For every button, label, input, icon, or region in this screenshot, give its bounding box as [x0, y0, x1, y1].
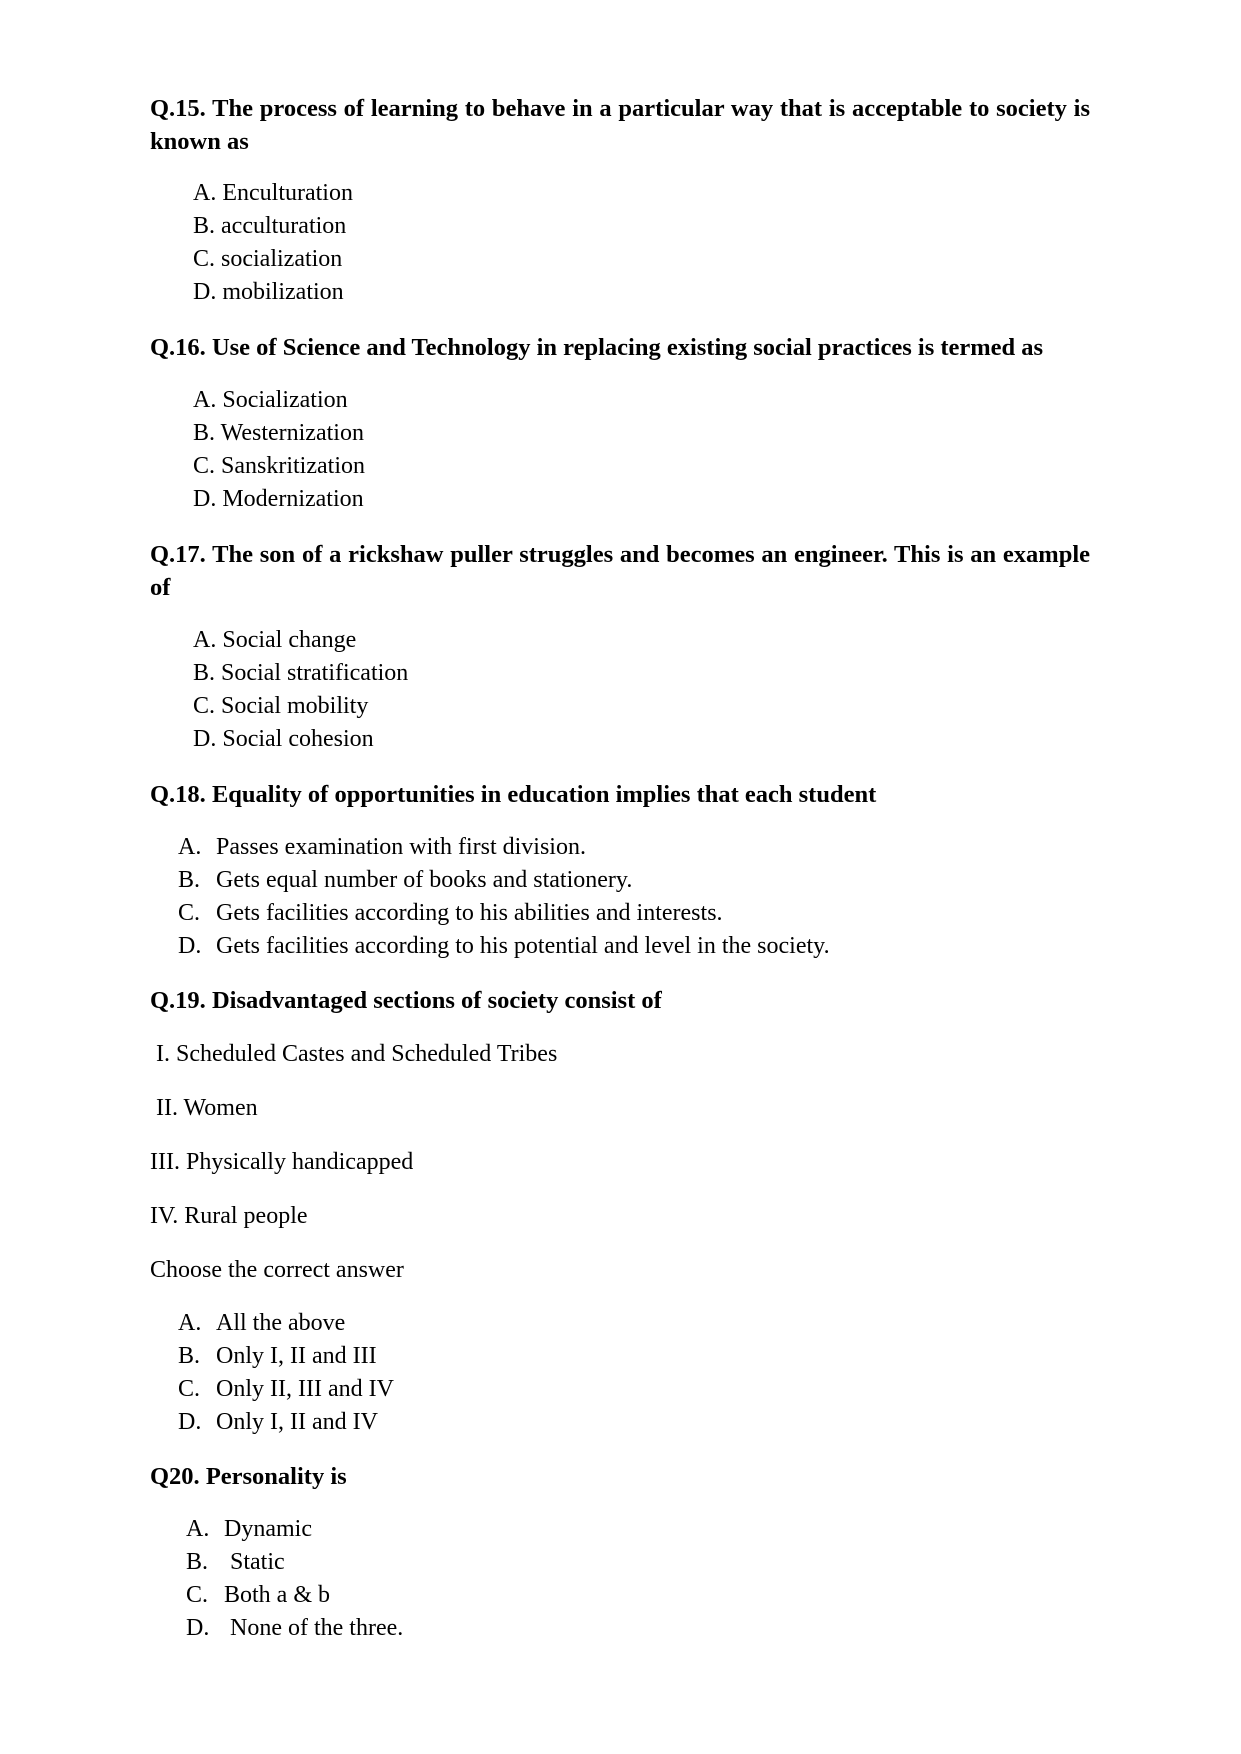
q16-option-d: D. Modernization: [193, 486, 364, 512]
q19-option-b: B. Only I, II and III: [178, 1343, 377, 1369]
q17-option-b: B. Social stratification: [193, 660, 409, 686]
q16-option-c: C. Sanskritization: [193, 453, 365, 479]
q18-option-a: A. Passes examination with first division.: [178, 834, 586, 860]
question-text: Use of Science and Technology in replacing existing social practices is termed as: [211, 334, 1044, 361]
q19-option-a: A. All the above: [178, 1310, 346, 1336]
q20-option-d: D. None of the three.: [186, 1615, 404, 1641]
q20-option-a: A. Dynamic: [186, 1516, 312, 1542]
q19-option-c: C. Only II, III and IV: [178, 1376, 394, 1402]
question-number: Q.18.: [150, 781, 206, 808]
question-text: The process of learning to behave in a particular way that is acceptable to society is known as: [150, 95, 1090, 155]
q20-option-b: B. Static: [186, 1549, 285, 1575]
q16-option-a: A. Socialization: [193, 387, 348, 413]
q19-statement-4: IV. Rural people: [150, 1203, 308, 1229]
question-number: Q.17.: [150, 541, 206, 568]
q18-option-d: D. Gets facilities according to his potential and level in the society.: [178, 933, 830, 959]
q19-statement-2: II. Women: [156, 1095, 258, 1121]
q18-option-b: B. Gets equal number of books and stationery.: [178, 867, 633, 893]
question-text: Disadvantaged sections of society consist of: [211, 987, 662, 1014]
q16-option-b: B. Westernization: [193, 420, 364, 446]
q20-option-c: C. Both a & b: [186, 1582, 330, 1608]
question-number: Q.19.: [150, 987, 206, 1014]
q17-option-d: D. Social cohesion: [193, 726, 374, 752]
q19-instruction: Choose the correct answer: [150, 1257, 404, 1283]
question-text: Personality is: [205, 1463, 347, 1490]
q15-option-d: D. mobilization: [193, 279, 344, 305]
q15-option-b: B. acculturation: [193, 213, 347, 239]
question-number: Q.16.: [150, 334, 206, 361]
question-text: Equality of opportunities in education implies that each student: [211, 781, 877, 808]
question-number: Q20.: [150, 1463, 200, 1490]
q18-option-c: C. Gets facilities according to his abilities and interests.: [178, 900, 723, 926]
q17-option-a: A. Social change: [193, 627, 357, 653]
question-19: [150, 984, 1090, 1017]
q15-option-c: C. socialization: [193, 246, 343, 272]
q19-statement-1: I. Scheduled Castes and Scheduled Tribes: [156, 1041, 558, 1067]
question-20: [150, 1460, 1090, 1493]
question-15: [150, 92, 1090, 158]
q17-option-c: C. Social mobility: [193, 693, 369, 719]
question-17: [150, 538, 1090, 604]
q15-option-a: A. Enculturation: [193, 180, 353, 206]
q19-option-d: D. Only I, II and IV: [178, 1409, 378, 1435]
question-text: The son of a rickshaw puller struggles and becomes an engineer. This is an example of: [150, 541, 1090, 601]
question-18: [150, 778, 1090, 811]
question-16: [150, 331, 1090, 364]
q19-statement-3: III. Physically handicapped: [150, 1149, 414, 1175]
question-number: Q.15.: [150, 95, 206, 122]
